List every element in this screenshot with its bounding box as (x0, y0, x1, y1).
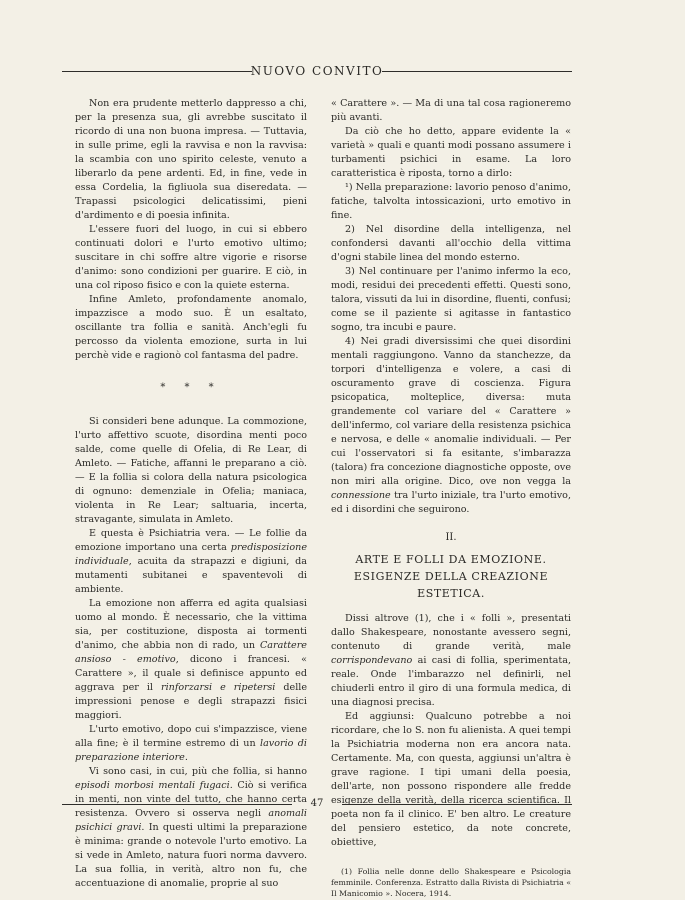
text-run: . (184, 752, 188, 763)
list-item: 3) Nel continuare per l'animo infermo la eco, modi, residui dei precedenti effetti. Questi sono, talora, vissuti da lui in disordine, fluenti, confusi; come se il paziente si agitasse in fantastico sogno, tra incubi e paure. (331, 266, 571, 333)
paragraph (75, 527, 307, 597)
paragraph: Ed aggiunsi: Qualcuno potrebbe a noi ricordare, che lo S. non fu alienista. A quei tempi la Psichiatria moderna non era ancora nata. Certamente. Ma, con questa, aggiunsi un'altra è grave ragione. I tipi umani della poesia, dell'arte, non possono rispondere alle fredde esigenze della verità, della ricerca scientifica. Il poeta non fa il clinico. E' ben altro. Le creature del pensiero estetico, da note concrete, obiettive, (331, 711, 571, 848)
emphasis: anomali psichici gravi (75, 808, 307, 833)
section-break-asterisks: * * * (160, 382, 222, 393)
left-column (75, 97, 307, 891)
text-run: La emozione non afferra ed agita qualsiasi uomo al mondo. È necessario, che la vittima sia, per costituzione, disposta ai tormenti d'animo, che abbia non di rado, un (75, 598, 307, 651)
journal-title: NUOVO CONVITO (250, 64, 384, 78)
paragraph: Infine Amleto, profondamente anomalo, impazzisce a modo suo. È un esaltato, oscillante tra follia e sanità. Anch'egli fu percosso da violenta emozione, surta in lui perchè vide e ragionò col fantasma del padre. (75, 294, 307, 361)
text-run: E questa è Psichiatria vera. — Le follie da emozione importano una certa (75, 528, 307, 553)
section-title-line-1: ARTE E FOLLI DA EMOZIONE. (355, 553, 547, 566)
list-item: ¹) Nella preparazione: lavorio penoso d'animo, fatiche, talvolta intossicazioni, urto emotivo in fine. (331, 182, 571, 221)
paragraph (75, 597, 307, 723)
text-run: ai casi di follia, sperimentata, reale. Onde l'imbarazzo nel definirli, nel chiuderli entro il giro di una formula medica, di una diagnosi precisa. (331, 655, 571, 708)
section-title (331, 551, 571, 602)
text-run: , dicono i francesi. « Carattere », il quale si definisce appunto ed aggrava per il (75, 654, 307, 693)
text-run: L'urto emotivo, dopo cui s'impazzisce, viene alla fine; è il termine estremo di un (75, 724, 307, 749)
section-title-line-2: ESIGENZE DELLA CREAZIONE ESTETICA. (353, 570, 549, 600)
text-run: Vi sono casi, in cui, più che follia, si hanno (89, 766, 307, 777)
paragraph: L'essere fuori del luogo, in cui si ebbero continuati dolori e l'urto emotivo ultimo; suscitare in chi soffre altre vigorie e risorse d'animo: sono condizioni per guarire. E ciò, in una col riposo fisico e con la quiete esterna. (75, 224, 307, 291)
page-footer (62, 796, 572, 814)
list-item: 2) Nel disordine della intelligenza, nel confondersi davanti all'occhio della vittima d'ogni stabile linea del mondo esterno. (331, 224, 571, 263)
page-number: 47 (310, 798, 324, 809)
text-run: . In questi ultimi la preparazione è minima: grande o notevole l'urto emotivo. La si vede in Amleto, natura fuori norma davvero. La sua follia, in verità, altro non fu, che accentuazione di anomalie, proprie al suo (75, 822, 307, 889)
footnote-text: (1) Follia nelle donne dello Shakespeare e Psicologia femminile. Conferenza. Estratto dalla Rivista di Psichiatria « Il Manicomio ». Nocera, 1914. (331, 867, 571, 898)
emphasis: rinforzarsi e ripetersi (161, 682, 276, 693)
paragraph: Non era prudente metterlo dappresso a chi, per la presenza sua, gli avrebbe suscitato il ricordo di una non buona impresa. — Tuttavia, in sulle prime, egli la ravvisa e non la ravvisa: la scambia con uno spirito celeste, venuto a liberarlo da pene ardenti. Ed, in fine, vede in essa Cordelia, la figliuola sua diseredata. — Trapassi psicologici delicatissimi, pieni d'ardimento e di poesia infinita. (75, 98, 307, 221)
footer-rule-right (342, 804, 572, 805)
text-run: . Ciò si verifica in menti, non vinte del tutto, che hanno certa resistenza. Ovvero si osserva negli (75, 780, 308, 819)
paragraph: Si consideri bene adunque. La commozione, l'urto affettivo scuote, disordina menti poco salde, come quelle di Ofelia, di Re Lear, di Amleto. — Fatiche, affanni le preparano a ciò. — E la follia si colora della natura psicologica di ognuno: demenziale in Ofelia; maniaca, violenta in Re Lear; saltuaria, incerta, stravagante, simulata in Amleto. (75, 416, 307, 525)
emphasis: lavorio di preparazione interiore (75, 738, 307, 763)
right-column (331, 97, 571, 899)
list-item (331, 335, 571, 517)
emphasis: corrispondevano (331, 655, 413, 666)
paragraph (331, 612, 571, 710)
text-run: delle impressioni penose e degli strapazzi fisici maggiori. (75, 682, 308, 721)
paragraph: Da ciò che ho detto, appare evidente la « varietà » quali e quanti modi possano assumere i turbamenti psichici in esame. La loro caratteristica è riposta, torno a dirlo: (331, 126, 571, 179)
footnote (331, 866, 571, 899)
text-run: , acuita da strapazzi e digiuni, da mutamenti subitanei e spaventevoli di ambiente. (75, 556, 307, 595)
paragraph: « Carattere ». — Ma di una tal cosa ragioneremo più avanti. (331, 98, 571, 123)
paragraph (75, 765, 307, 891)
text-run: 4) Nei gradi diversissimi che quei disordini mentali raggiungono. Vanno da stanchezze, da torpori d'intelligenza e volere, a casi di oscuramento grave di coscienza. Figura psicopatica, molteplice, diversa: muta grandemente col variare del « Carattere » dell'infermo, col variare della resistenza psichica e nervosa, e delle « anomalie individuali. — Per cui l'osservatori si fa esitante, s'imbarazza (talora) fra concezione diagnostiche opposte, ove non miri alla origine. Dico, ove non vegga la (331, 336, 571, 487)
emphasis: Carattere ansioso - emotivo (75, 640, 307, 665)
emphasis: connessione (331, 490, 391, 501)
running-header (62, 62, 572, 82)
paragraph (75, 723, 307, 765)
section-number: II. (445, 532, 457, 543)
emphasis: predisposizione individuale (75, 542, 307, 567)
emphasis: episodi morbosi mentali fugaci (75, 780, 230, 791)
text-run: Dissi altrove (1), che i « folli », presentati dallo Shakespeare, nonostante avessero segni, contenuto di grande verità, male (331, 613, 571, 652)
text-run: tra l'urto iniziale, tra l'urto emotivo, ed i disordini che seguirono. (331, 490, 571, 515)
header-rule-right (382, 71, 572, 72)
